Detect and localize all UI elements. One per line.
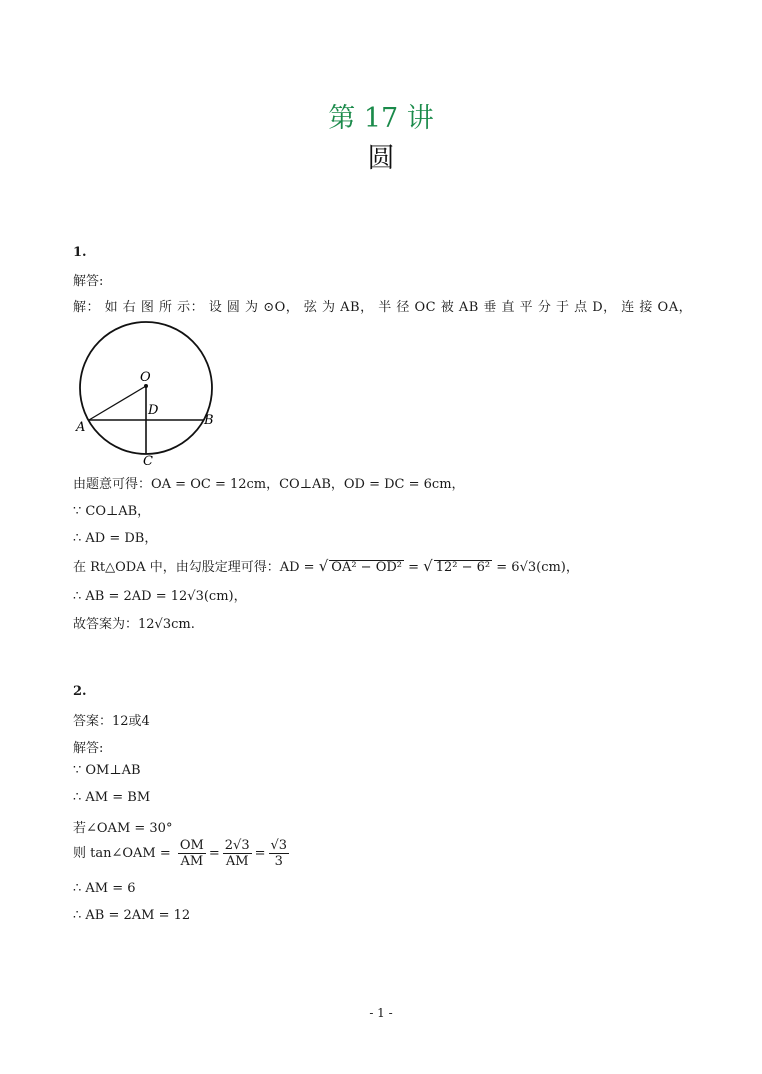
segment-oa	[89, 386, 146, 420]
q1-solution-line-4: ∴ AD = DB，	[73, 531, 158, 546]
q2-fraction-1: $\frac{OM}{AM}$	[179, 838, 204, 869]
q2-equals-1: =	[208, 846, 220, 861]
label-o: O	[140, 370, 151, 385]
q1-line5-sqrt-2: 12² − 6²	[435, 560, 491, 575]
q2-fraction-2: $\frac{2√3}{AM}$	[224, 838, 250, 869]
circle-diagram	[72, 318, 222, 468]
q1-line5-sqrt-1: OA² − OD²	[331, 560, 402, 575]
q2-solution-line-1: ∵ OM⊥AB	[73, 763, 141, 778]
q2-answer-label: 解答:	[73, 741, 104, 756]
q2-equals-2: =	[254, 846, 266, 861]
label-a: A	[76, 420, 86, 435]
page-number: - 1 -	[369, 1006, 393, 1020]
q2-answer: 答案：12或4	[73, 714, 150, 729]
q2-solution-line-2: ∴ AM = BM	[73, 790, 151, 805]
q1-line5-end: = 6√3(cm)，	[492, 560, 579, 575]
q2-line4-prefix: 则 tan∠OAM =	[73, 846, 175, 861]
q2-fraction-3: $\frac{√3}{3}$	[270, 838, 288, 869]
label-c: C	[143, 454, 153, 468]
q1-solution-line-2: 由题意可得：OA = OC = 12cm，CO⊥AB，OD = DC = 6cm，	[73, 477, 465, 492]
q1-solution-line-3: ∵ CO⊥AB，	[73, 504, 151, 519]
lecture-title: 第 17 讲	[328, 103, 434, 134]
q1-line5-prefix: 在 Rt△ODA 中，由勾股定理可得：AD =	[73, 560, 319, 575]
q2-solution-line-3: 若∠OAM = 30°	[73, 821, 173, 836]
q2-solution-line-5: ∴ AM = 6	[73, 881, 136, 896]
q1-solution-line-6: ∴ AB = 2AD = 12√3(cm)，	[73, 589, 247, 604]
question-2-number: 2.	[73, 684, 87, 699]
q1-answer-label: 解答:	[73, 274, 104, 289]
label-b: B	[204, 413, 214, 428]
q1-line5-mid: =	[404, 560, 424, 575]
lecture-subtitle: 圆	[367, 143, 395, 174]
q1-solution-line-7: 故答案为：12√3cm.	[73, 617, 195, 632]
q1-solution-line-5: 在 Rt△ODA 中，由勾股定理可得：AD = √ OA² − OD² = √ 12² − 6² = 6√3(cm)，	[73, 557, 579, 575]
q1-solution-line-1: 解： 如 右 图 所 示： 设 圆 为 ⊙O， 弦 为 AB， 半 径 OC 被 AB 垂 直 平 分 于 点 D， 连 接 OA，	[73, 300, 693, 315]
question-1-number: 1.	[73, 245, 87, 260]
q2-solution-line-6: ∴ AB = 2AM = 12	[73, 908, 191, 923]
q2-solution-line-4	[73, 838, 292, 869]
label-d: D	[148, 403, 159, 418]
